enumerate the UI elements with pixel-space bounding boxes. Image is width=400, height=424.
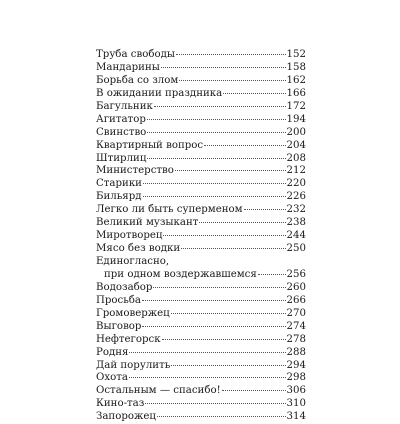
toc-entry	[96, 165, 306, 178]
toc-entry-title: Агитатор	[96, 113, 146, 125]
toc-entry-title: Мясо без водки	[96, 243, 181, 255]
toc-entry-page: 260	[286, 281, 306, 293]
dot-leader	[147, 118, 286, 120]
toc-entry-page: 256	[286, 268, 306, 280]
toc-entry-title: Единогласно,	[96, 256, 170, 267]
toc-entry-page: 200	[286, 126, 306, 138]
toc-entry-page: 238	[286, 217, 306, 229]
toc-entry-page: 166	[286, 87, 306, 99]
dot-leader	[171, 312, 286, 314]
dot-leader	[162, 338, 286, 340]
toc-entry	[96, 282, 306, 295]
toc-entry-title: Мандарины	[96, 61, 160, 73]
toc-entry	[96, 140, 306, 153]
toc-entry-title: Миротворец	[96, 230, 163, 242]
toc-entry-title: Труба свободы	[96, 49, 175, 60]
toc-entry	[96, 360, 306, 373]
dot-leader	[154, 105, 286, 107]
toc-entry	[96, 347, 306, 360]
toc-entry	[96, 230, 306, 243]
table-of-contents	[96, 49, 306, 424]
toc-entry-page: 152	[286, 49, 306, 60]
dot-leader	[153, 286, 285, 288]
dot-leader	[179, 79, 285, 81]
toc-entry	[96, 334, 306, 347]
toc-entry	[96, 127, 306, 140]
toc-entry-page: 226	[286, 191, 306, 203]
toc-entry	[96, 256, 306, 282]
toc-entry-page: 162	[286, 74, 306, 86]
dot-leader	[142, 325, 285, 327]
toc-entry	[96, 62, 306, 75]
toc-entry-title: Свинство	[96, 126, 147, 138]
toc-entry	[96, 217, 306, 230]
dot-leader	[181, 247, 285, 249]
dot-leader	[244, 208, 286, 210]
toc-entry-page: 220	[286, 178, 306, 190]
toc-entry-page: 274	[286, 320, 306, 332]
toc-entry-page: 306	[286, 385, 306, 397]
toc-entry-title: Багульник	[96, 100, 153, 112]
dot-leader	[163, 234, 285, 236]
toc-entry-page: 266	[286, 294, 306, 306]
dot-leader	[176, 53, 286, 55]
dot-leader	[204, 144, 285, 146]
toc-entry	[96, 75, 306, 88]
toc-entry-title: Охота	[96, 372, 128, 384]
toc-entry	[96, 49, 306, 62]
toc-entry-page: 172	[286, 100, 306, 112]
toc-entry	[96, 295, 306, 308]
toc-entry-page: 208	[286, 152, 306, 164]
toc-entry-page: 270	[286, 307, 306, 319]
toc-entry	[96, 321, 306, 334]
dot-leader	[143, 182, 286, 184]
toc-entry	[96, 398, 306, 411]
toc-entry-page: 278	[286, 333, 306, 345]
dot-leader	[145, 402, 285, 404]
toc-entry	[96, 88, 306, 101]
toc-entry-title: Министерство	[96, 165, 174, 177]
toc-entry-title: Выговор	[96, 320, 142, 332]
toc-entry-page: 194	[286, 113, 306, 125]
toc-entry-title: Водозабор	[96, 281, 153, 293]
toc-entry-title: Штирлиц	[96, 152, 147, 164]
dot-leader	[142, 299, 286, 301]
toc-entry-title: Остальным — спасибо!	[96, 385, 221, 397]
dot-leader	[129, 376, 286, 378]
dot-leader	[129, 351, 285, 353]
toc-entry-page: 232	[286, 204, 306, 216]
dot-leader	[223, 92, 285, 94]
toc-entry-title: Просьба	[96, 294, 141, 306]
toc-entry	[96, 385, 306, 398]
dot-leader	[147, 157, 285, 159]
toc-entry-page: 294	[286, 359, 306, 371]
dot-leader	[258, 273, 286, 275]
dot-leader	[175, 169, 286, 171]
toc-entry-page: 244	[286, 230, 306, 242]
toc-entry	[96, 308, 306, 321]
toc-entry	[96, 204, 306, 217]
toc-entry-page: 250	[286, 243, 306, 255]
toc-entry-title: Бильярд	[96, 191, 142, 203]
toc-entry-page: 212	[286, 165, 306, 177]
toc-entry	[96, 243, 306, 256]
dot-leader	[147, 131, 285, 133]
toc-entry	[96, 114, 306, 127]
toc-entry-title: Нефтегорск	[96, 333, 161, 345]
toc-entry-title: Громовержец	[96, 307, 170, 319]
toc-entry-title: Борьба со злом	[96, 74, 179, 86]
toc-entry-page: 288	[286, 346, 306, 358]
toc-entry	[96, 372, 306, 385]
toc-entry-title: Старики	[96, 178, 142, 190]
toc-entry-title: Квартирный вопрос	[96, 139, 204, 151]
toc-entry-title: Родня	[96, 346, 129, 358]
toc-entry-page: 310	[286, 398, 306, 410]
dot-leader	[157, 415, 286, 417]
toc-entry	[96, 101, 306, 114]
toc-entry	[96, 411, 306, 424]
toc-entry-page: 204	[286, 139, 306, 151]
toc-entry-title: Кино-таз	[96, 398, 145, 410]
dot-leader	[171, 364, 285, 366]
toc-entry-title-continuation: при одном воздержавшемся	[104, 268, 257, 280]
toc-entry	[96, 191, 306, 204]
toc-entry-title: Великий музыкант	[96, 217, 199, 229]
toc-entry-page: 298	[286, 372, 306, 384]
toc-entry	[96, 153, 306, 166]
dot-leader	[161, 66, 286, 68]
dot-leader	[143, 195, 286, 197]
toc-entry-page: 314	[286, 411, 306, 423]
toc-entry-title: Запорожец	[96, 411, 156, 423]
toc-entry-page: 158	[286, 61, 306, 73]
toc-entry-title: Легко ли быть суперменом	[96, 204, 243, 216]
toc-entry-title: В ожидании праздника	[96, 87, 223, 99]
dot-leader	[222, 389, 286, 391]
dot-leader	[199, 221, 285, 223]
toc-entry	[96, 178, 306, 191]
toc-entry-title: Дай порулить	[96, 359, 171, 371]
